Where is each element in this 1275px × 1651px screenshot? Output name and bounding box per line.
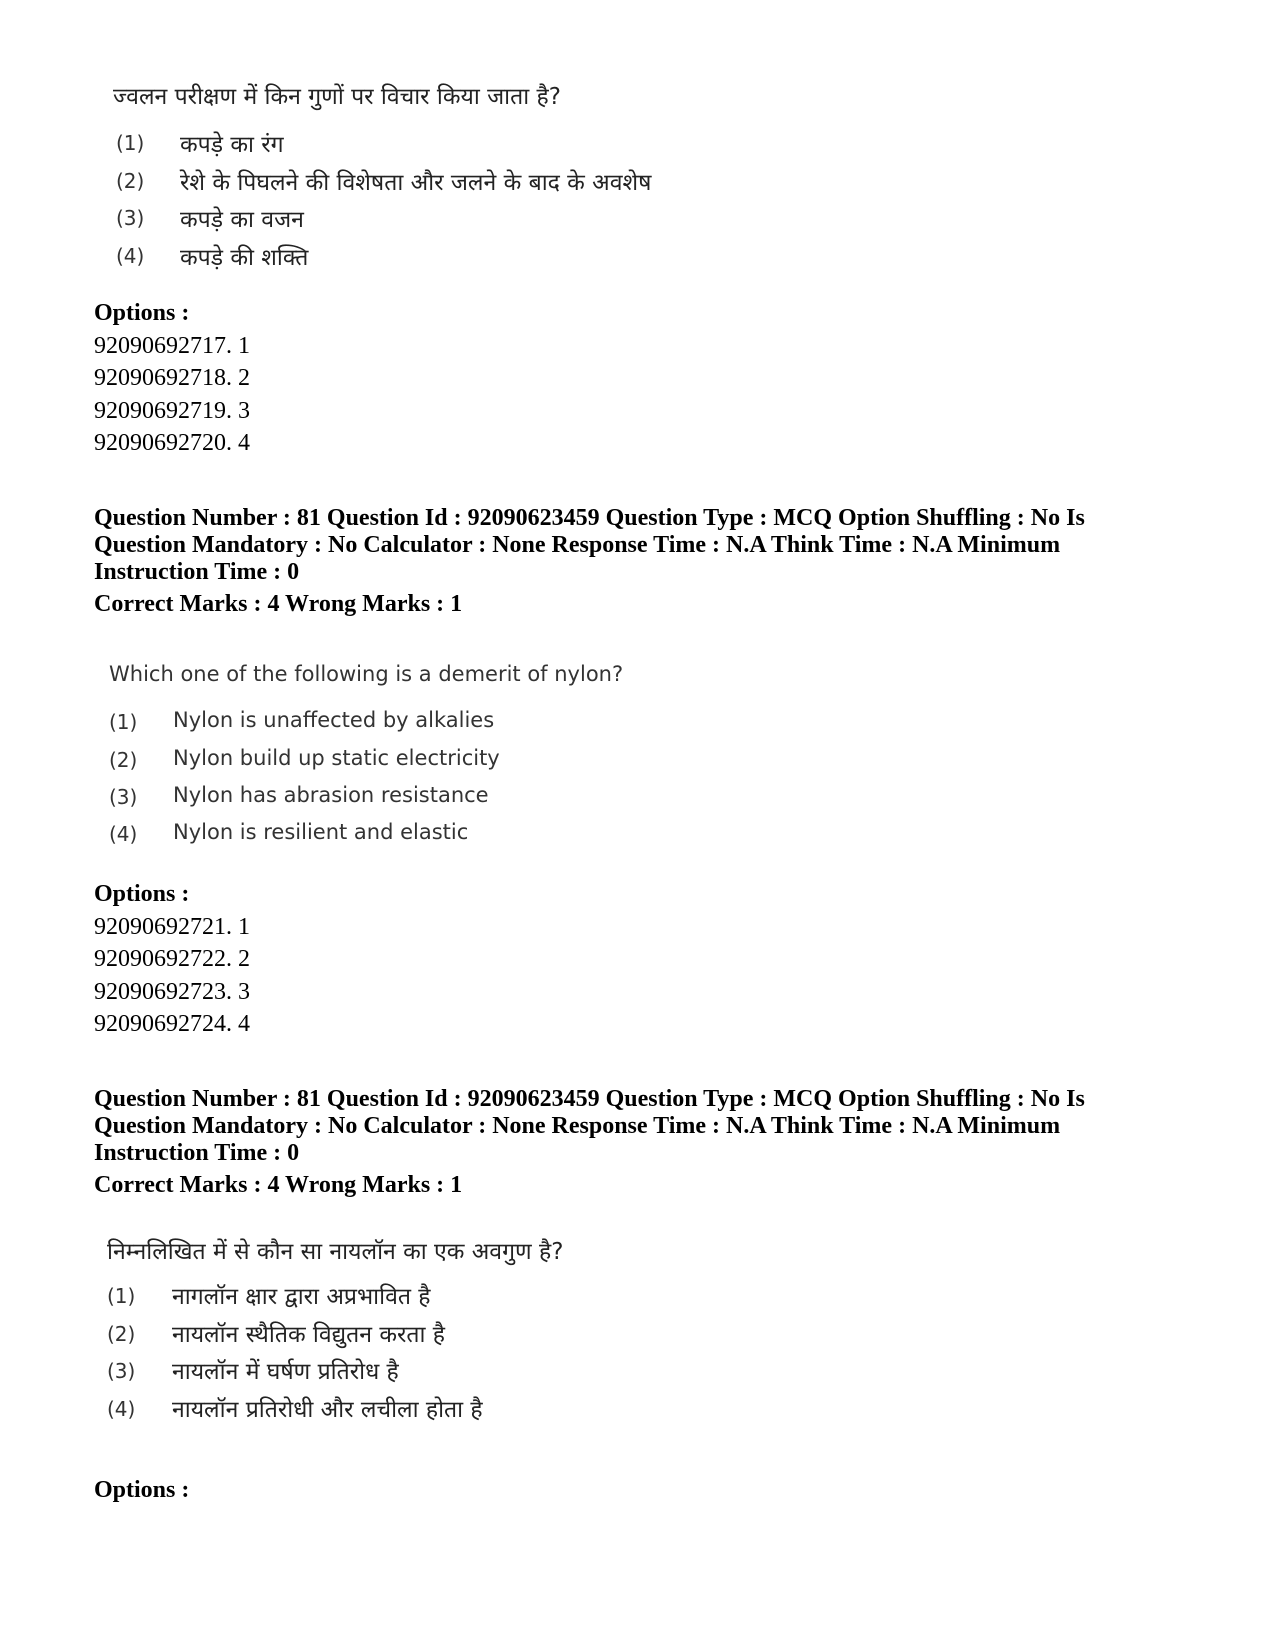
option-number: (1) <box>116 131 145 155</box>
option-number: (3) <box>116 206 145 230</box>
option-text: Nylon is unaffected by alkalies <box>173 708 495 732</box>
question-meta: Instruction Time : 0 <box>94 559 300 585</box>
option-text: Nylon is resilient and elastic <box>173 820 469 844</box>
option-id: 92090692721. 1 <box>94 914 250 940</box>
option-id: 92090692724. 4 <box>94 1011 250 1037</box>
option-text: कपड़े की शक्ति <box>180 245 309 271</box>
option-number: (4) <box>109 822 138 846</box>
option-id: 92090692717. 1 <box>94 333 250 359</box>
question-meta: Instruction Time : 0 <box>94 1140 300 1166</box>
option-text: Nylon build up static electricity <box>173 746 500 770</box>
option-text: कपड़े का वजन <box>180 207 304 233</box>
option-id: 92090692718. 2 <box>94 365 250 391</box>
options-label: Options : <box>94 881 190 907</box>
options-label: Options : <box>94 1477 190 1503</box>
option-number: (2) <box>116 169 145 193</box>
option-id: 92090692719. 3 <box>94 398 250 424</box>
question-stem-english: Which one of the following is a demerit of nylon? <box>109 662 624 686</box>
option-number: (4) <box>107 1397 136 1421</box>
question-meta: Question Mandatory : No Calculator : None Response Time : N.A Think Time : N.A Minimum <box>94 1113 1061 1139</box>
question-marks: Correct Marks : 4 Wrong Marks : 1 <box>94 1172 463 1198</box>
option-number: (1) <box>107 1284 136 1308</box>
option-number: (4) <box>116 244 145 268</box>
option-id: 92090692720. 4 <box>94 430 250 456</box>
question-meta: Question Number : 81 Question Id : 92090623459 Question Type : MCQ Option Shuffling : No Is <box>94 505 1085 531</box>
question-stem-hindi: ज्वलन परीक्षण में किन गुणों पर विचार किया जाता है? <box>113 84 561 110</box>
option-number: (2) <box>109 748 138 772</box>
option-number: (2) <box>107 1322 136 1346</box>
options-label: Options : <box>94 300 190 326</box>
option-number: (1) <box>109 710 138 734</box>
option-id: 92090692722. 2 <box>94 946 250 972</box>
question-meta: Question Number : 81 Question Id : 92090623459 Question Type : MCQ Option Shuffling : No Is <box>94 1086 1085 1112</box>
option-text: Nylon has abrasion resistance <box>173 783 489 807</box>
question-marks: Correct Marks : 4 Wrong Marks : 1 <box>94 591 463 617</box>
option-text: कपड़े का रंग <box>180 132 284 158</box>
question-meta: Question Mandatory : No Calculator : None Response Time : N.A Think Time : N.A Minimum <box>94 532 1061 558</box>
option-text: रेशे के पिघलने की विशेषता और जलने के बाद के अवशेष <box>180 170 652 196</box>
option-number: (3) <box>109 785 138 809</box>
question-stem-hindi: निम्नलिखित में से कौन सा नायलॉन का एक अवगुण है? <box>107 1239 564 1265</box>
option-id: 92090692723. 3 <box>94 979 250 1005</box>
option-text: नागलॉन क्षार द्वारा अप्रभावित है <box>172 1284 431 1310</box>
option-number: (3) <box>107 1359 136 1383</box>
option-text: नायलॉन प्रतिरोधी और लचीला होता है <box>172 1397 483 1423</box>
option-text: नायलॉन में घर्षण प्रतिरोध है <box>172 1359 399 1385</box>
option-text: नायलॉन स्थैतिक विद्युतन करता है <box>172 1322 445 1348</box>
